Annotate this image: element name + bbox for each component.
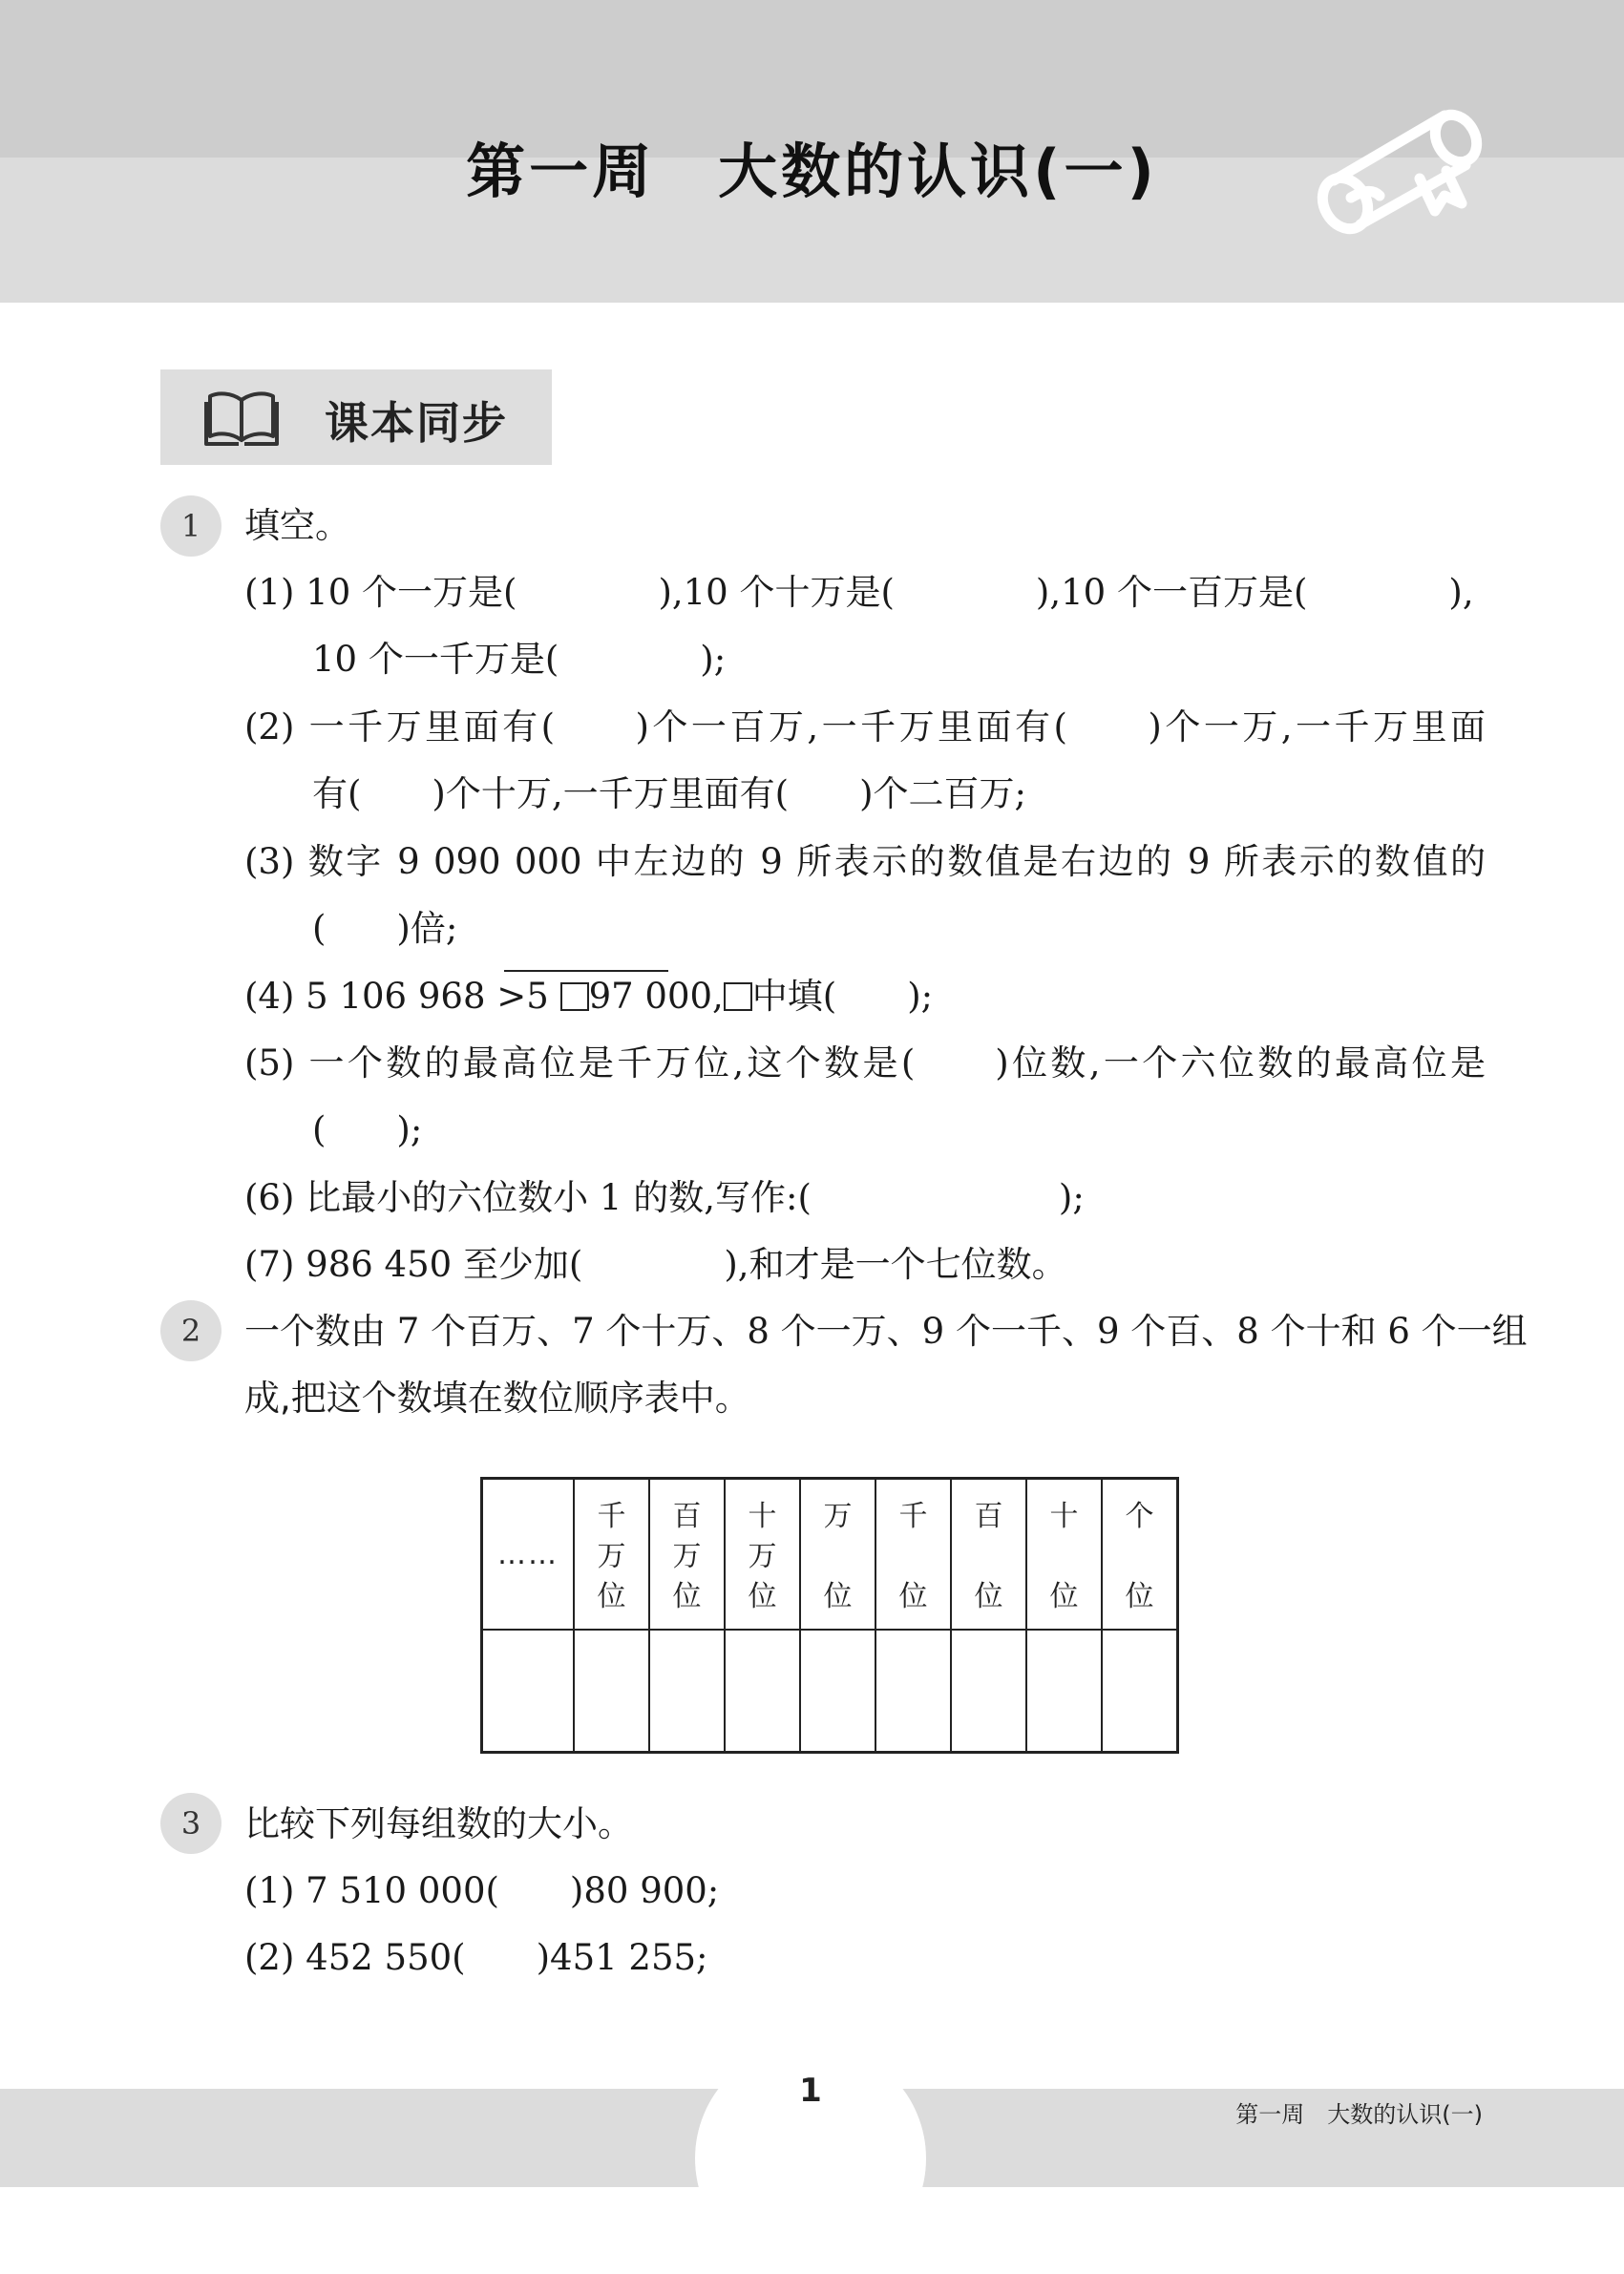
q1-part1-line2: 10 个一千万是( ); [312, 639, 727, 680]
question-3-stem: 比较下列每组数的大小。 [244, 1803, 633, 1844]
q1-part1-line1: (1) 10 个一万是( ),10 个十万是( ),10 个一百万是( ), [244, 572, 1474, 613]
q1-part5-line2: ( ); [312, 1109, 423, 1150]
table-header-cell: 十 位 [1026, 1479, 1102, 1631]
running-title: 第一周 大数的认识(一) [1235, 2101, 1483, 2128]
question-number-1: 1 [160, 495, 221, 557]
question-2-line1: 一个数由 7 个百万、7 个十万、8 个一万、9 个一千、9 个百、8 个十和 6 个一组 [244, 1311, 1528, 1352]
q3-part1: (1) 7 510 000( )80 900; [244, 1870, 720, 1911]
table-header-cell: 千 位 [875, 1479, 951, 1631]
question-number-3: 3 [160, 1793, 221, 1854]
table-header-cell: 万 位 [800, 1479, 875, 1631]
q1-part3-line2: ( )倍; [312, 908, 458, 949]
table-answer-cell [800, 1630, 875, 1753]
page-title: 第一周 大数的认识(一) [466, 137, 1158, 206]
question-number-2: 2 [160, 1300, 221, 1361]
q1-part4 [244, 974, 933, 1020]
table-answer-cell [574, 1630, 649, 1753]
table-answer-cell [482, 1630, 575, 1753]
scroll-icon [1313, 91, 1494, 243]
q1-part4-prefix: (4) 5 106 968 > [244, 976, 527, 1017]
table-answer-cell [1102, 1630, 1178, 1753]
q1-part7: (7) 986 450 至少加( ),和才是一个七位数。 [244, 1244, 1067, 1285]
q3-part2: (2) 452 550( )451 255; [244, 1937, 708, 1978]
book-icon [204, 389, 279, 448]
q1-part4-suffix: 中填( ); [751, 976, 934, 1017]
q1-part4-digits-a: 5 [526, 976, 560, 1017]
q1-part3-line1: (3) 数字 9 090 000 中左边的 9 所表示的数值是右边的 9 所表示的数值的 [244, 841, 1487, 882]
section-label: 课本同步 [325, 397, 508, 449]
section-header [160, 369, 552, 465]
q1-part4-digits-b: 97 000, [588, 976, 724, 1017]
table-answer-row [482, 1630, 1178, 1753]
q1-part2-line2: 有( )个十万,一千万里面有( )个二百万; [312, 773, 1026, 814]
question-1-stem: 填空。 [244, 505, 350, 546]
table-header-cell: 百 万 位 [649, 1479, 725, 1631]
table-header-cell: 百 位 [951, 1479, 1026, 1631]
blank-square-ref [724, 982, 752, 1011]
table-header-row [482, 1479, 1178, 1631]
q1-part2-line1: (2) 一千万里面有( )个一百万,一千万里面有( )个一万,一千万里面 [244, 706, 1486, 747]
blank-square [560, 982, 589, 1011]
table-answer-cell [725, 1630, 800, 1753]
page-number: 1 [799, 2072, 822, 2110]
overline [504, 970, 668, 972]
table-answer-cell [875, 1630, 951, 1753]
table-header-cell: 个 位 [1102, 1479, 1178, 1631]
table-answer-cell [951, 1630, 1026, 1753]
table-answer-cell [1026, 1630, 1102, 1753]
place-value-table [480, 1477, 1179, 1754]
table-header-cell: 千 万 位 [574, 1479, 649, 1631]
question-2-line2: 成,把这个数填在数位顺序表中。 [244, 1378, 750, 1419]
table-answer-cell [649, 1630, 725, 1753]
table-header-cell: …… [482, 1479, 575, 1631]
q1-part6: (6) 比最小的六位数小 1 的数,写作:( ); [244, 1177, 1085, 1218]
q1-part5-line1: (5) 一个数的最高位是千万位,这个数是( )位数,一个六位数的最高位是 [244, 1042, 1486, 1084]
table-header-cell: 十 万 位 [725, 1479, 800, 1631]
